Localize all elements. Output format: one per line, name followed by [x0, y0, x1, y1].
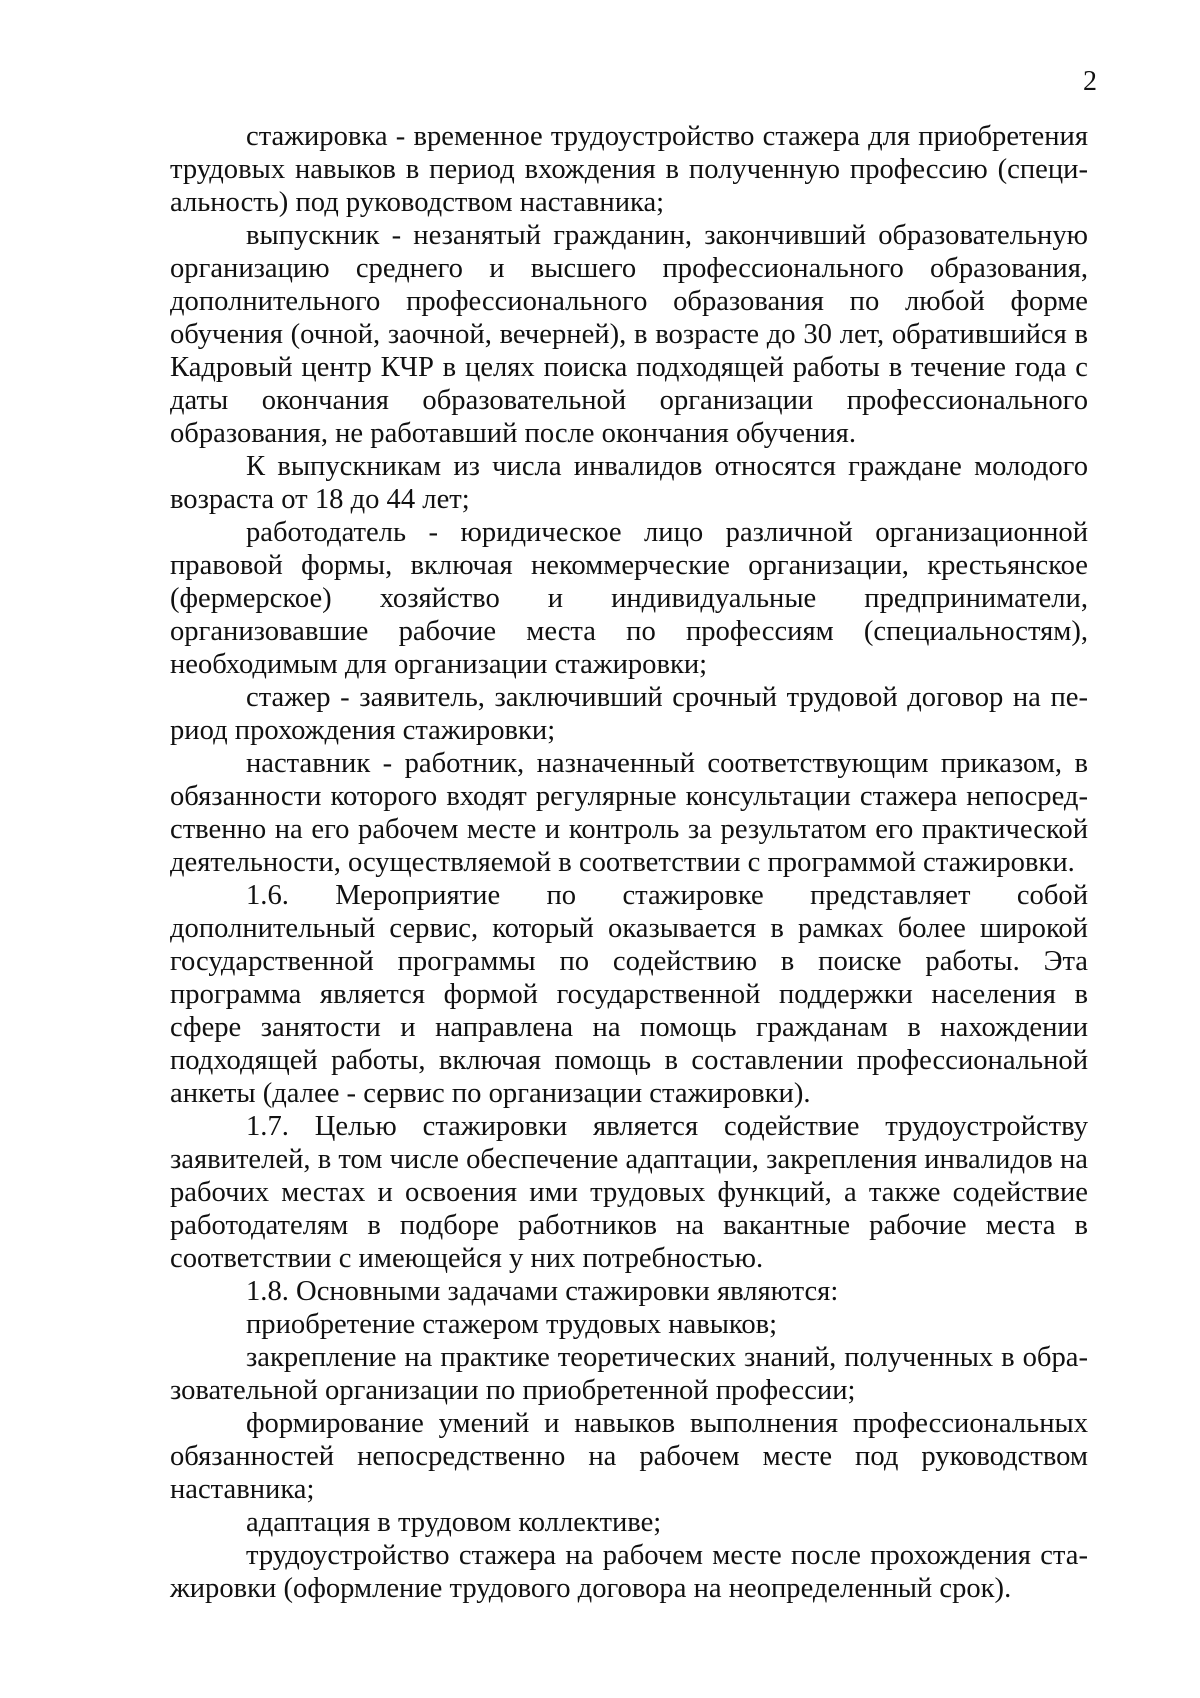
paragraph-task-competencies: формирование умений и навыков выполнения профессиональных обязанностей непосредственно на рабочем месте под руководством наставника;	[170, 1408, 1088, 1505]
paragraph-section-1-7: 1.7. Целью стажировки является содействие трудоустройству заявителей, в том числе обеспечение адаптации, закрепления инвалидов на рабочих местах и освоения ими трудовых функций, а также содействие работодателям в подборе работников на вакантные рабочие места в соответствии с имеющейся у них потребностью.	[170, 1111, 1088, 1274]
paragraph-task-skills: приобретение стажером трудовых навыков;	[246, 1309, 778, 1340]
paragraph-graduate-definition: выпускник - незанятый гражданин, закончивший образовательную организацию среднего и высшего профессионального образования, дополнительного профессионального образования по любой форме обучения (очной, заочной, вечерней), в возрасте до 30 лет, обратившийся в Кадровый центр КЧР в целях поиска подходящей работы в течение года с даты окончания образовательной организации профессионального образования, не работавший после окончания обучения.	[170, 220, 1088, 449]
paragraph-intern-definition: стажер - заявитель, заключивший срочный трудовой договор на период прохождения стажировки;	[170, 682, 1088, 746]
paragraph-mentor-definition: наставник - работник, назначенный соответствующим приказом, в обязанности которого входят регулярные консультации стажера непосредственно на его рабочем месте и контроль за результатом его практической деятельности, осуществляемой в соответствии с программой стажировки.	[170, 748, 1088, 878]
paragraph-disabled-graduates: К выпускникам из числа инвалидов относятся граждане молодого возраста от 18 до 44 лет;	[170, 451, 1088, 515]
page-number: 2	[1083, 66, 1097, 97]
paragraph-task-knowledge: закрепление на практике теоретических знаний, полученных в образовательной организации по приобретенной профессии;	[170, 1342, 1088, 1406]
paragraph-section-1-8: 1.8. Основными задачами стажировки являются:	[246, 1276, 839, 1307]
paragraph-internship-definition: стажировка - временное трудоустройство стажера для приобретения трудовых навыков в период вхождения в полученную профессию (специальность) под руководством наставника;	[170, 121, 1088, 218]
paragraph-task-employment: трудоустройство стажера на рабочем месте после прохождения стажировки (оформление трудового договора на неопределенный срок).	[170, 1540, 1088, 1604]
paragraph-task-adaptation: адаптация в трудовом коллективе;	[246, 1507, 662, 1538]
paragraph-employer-definition: работодатель - юридическое лицо различной организационной правовой формы, включая некоммерческие организации, крестьянское (фермерское) хозяйство и индивидуальные предприниматели, организовавшие рабочие места по профессиям (специальностям), необходимым для организации стажировки;	[170, 517, 1088, 680]
document-body	[170, 120, 1088, 1605]
paragraph-section-1-6: 1.6. Мероприятие по стажировке представляет собой дополнительный сервис, который оказывается в рамках более широкой государственной программы по содействию в поиске работы. Эта программа является формой государственной поддержки населения в сфере занятости и направлена на помощь гражданам в нахождении подходящей работы, включая помощь в составлении профессиональной анкеты (далее - сервис по организации стажировки).	[170, 880, 1088, 1109]
